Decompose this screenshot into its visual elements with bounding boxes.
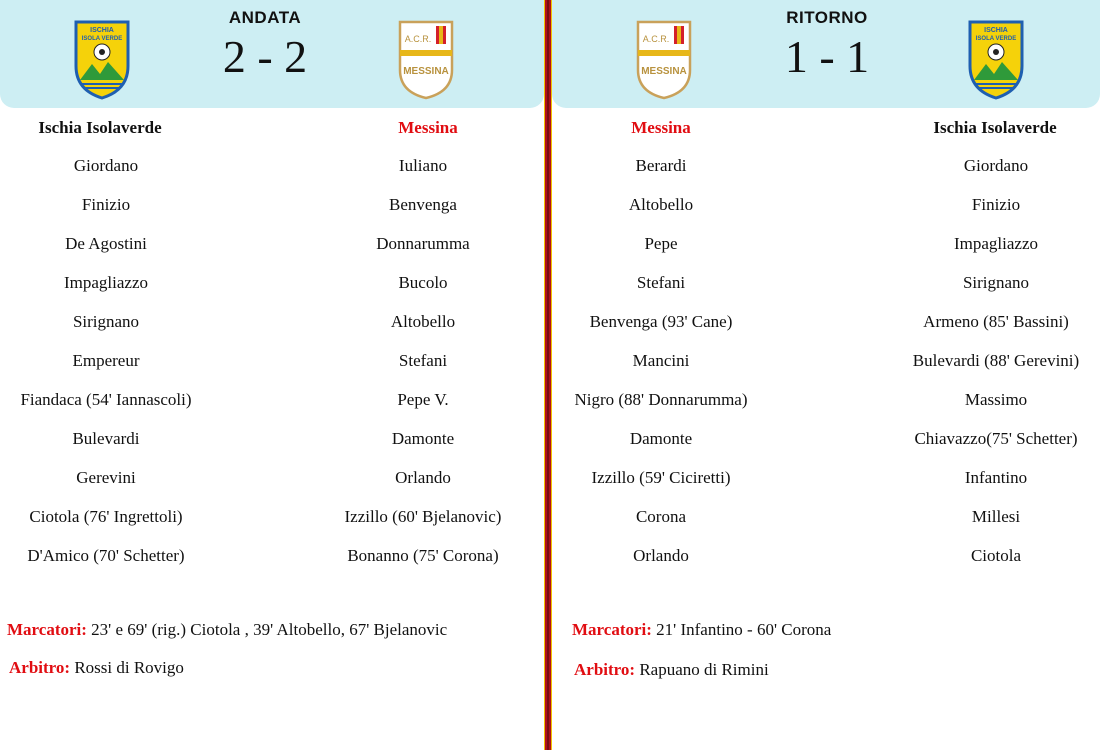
list-item: Stefani (398, 351, 448, 370)
list-item: De Agostini (65, 234, 147, 253)
andata-marcatori (7, 620, 447, 640)
list-item: D'Amico (70' Schetter) (27, 546, 185, 565)
list-item: Corona (635, 507, 687, 526)
ritorno-home-lineup (531, 146, 791, 575)
list-item: Ciotola (76' Ingrettoli) (29, 507, 183, 526)
ritorno-home-team: Messina (631, 118, 691, 137)
messina-logo-name: MESSINA (403, 66, 449, 77)
andata-home-team: Ischia Isolaverde (38, 118, 162, 137)
list-item: Altobello (628, 195, 694, 214)
ischia-logo-line2: ISOLA VERDE (975, 36, 1017, 42)
list-item: Berardi (635, 156, 687, 175)
ischia-logo (72, 18, 132, 102)
list-item: Orlando (395, 468, 451, 487)
list-item: Bonanno (75' Corona) (347, 546, 499, 565)
messina-logo-acr: A.C.R. (404, 34, 432, 44)
list-item: Finizio (81, 195, 131, 214)
list-item: Mancini (632, 351, 690, 370)
andata-score: 2 - 2 (222, 31, 308, 82)
list-item: Impagliazzo (953, 234, 1038, 253)
list-item: Pepe (644, 234, 678, 253)
list-item: Armeno (85' Bassini) (923, 312, 1069, 331)
list-item: Nigro (88' Donnarumma) (574, 390, 748, 409)
marcatori-label: Marcatori: (7, 620, 87, 639)
list-item: Millesi (971, 507, 1021, 526)
list-item: Altobello (390, 312, 456, 331)
list-item: Benvenga (93' Cane) (589, 312, 733, 331)
andata-header (0, 0, 544, 108)
andata-home-lineup (0, 146, 236, 575)
list-item: Benvenga (389, 195, 457, 214)
arbitro-value: Rapuano di Rimini (639, 660, 769, 679)
list-item: Bucolo (398, 273, 448, 292)
list-item: Fiandaca (54' Iannascoli) (20, 390, 192, 409)
ritorno-title: RITORNO (786, 8, 868, 27)
arbitro-value: Rossi di Rovigo (74, 658, 184, 677)
messina-logo (634, 18, 694, 102)
ischia-logo-line2: ISOLA VERDE (81, 36, 123, 42)
andata-section (0, 0, 544, 750)
ritorno-away-lineup (866, 146, 1100, 575)
list-item: Gerevini (76, 468, 136, 487)
list-item: Infantino (964, 468, 1028, 487)
andata-arbitro (9, 658, 184, 678)
list-item: Damonte (391, 429, 455, 448)
list-item: Chiavazzo(75' Schetter) (914, 429, 1078, 448)
list-item: Izzillo (60' Bjelanovic) (344, 507, 502, 526)
arbitro-label: Arbitro: (9, 658, 71, 677)
marcatori-value: 23' e 69' (rig.) Ciotola , 39' Altobello, 67' Bjelanovic (91, 620, 448, 639)
messina-logo-name: MESSINA (641, 66, 687, 77)
list-item: Massimo (964, 390, 1028, 409)
ischia-logo-line1: ISCHIA (984, 27, 1008, 34)
list-item: Giordano (73, 156, 139, 175)
list-item: Donnarumma (376, 234, 470, 253)
andata-away-lineup (293, 146, 553, 575)
marcatori-label: Marcatori: (572, 620, 652, 639)
ritorno-score: 1 - 1 (784, 31, 870, 82)
list-item: Sirignano (962, 273, 1030, 292)
list-item: Damonte (629, 429, 693, 448)
list-item: Giordano (963, 156, 1029, 175)
ischia-logo (966, 18, 1026, 102)
list-item: Sirignano (72, 312, 140, 331)
list-item: Finizio (971, 195, 1021, 214)
ritorno-marcatori (572, 620, 831, 640)
arbitro-label: Arbitro: (574, 660, 636, 679)
list-item: Bulevardi (72, 429, 140, 448)
list-item: Bulevardi (88' Gerevini) (912, 351, 1080, 370)
messina-logo-acr: A.C.R. (642, 34, 670, 44)
ritorno-section (552, 0, 1100, 750)
ritorno-arbitro (574, 660, 769, 680)
marcatori-value: 21' Infantino - 60' Corona (656, 620, 832, 639)
ritorno-away-team: Ischia Isolaverde (933, 118, 1057, 137)
list-item: Impagliazzo (63, 273, 148, 292)
list-item: Ciotola (970, 546, 1022, 565)
list-item: Iuliano (398, 156, 448, 175)
list-item: Empereur (72, 351, 140, 370)
ritorno-header (552, 0, 1100, 108)
ischia-logo-line1: ISCHIA (90, 27, 114, 34)
andata-title: ANDATA (228, 8, 302, 27)
andata-away-team: Messina (398, 118, 458, 137)
list-item: Orlando (633, 546, 689, 565)
list-item: Stefani (636, 273, 686, 292)
list-item: Izzillo (59' Ciciretti) (591, 468, 731, 487)
messina-logo (396, 18, 456, 102)
list-item: Pepe V. (397, 390, 449, 409)
